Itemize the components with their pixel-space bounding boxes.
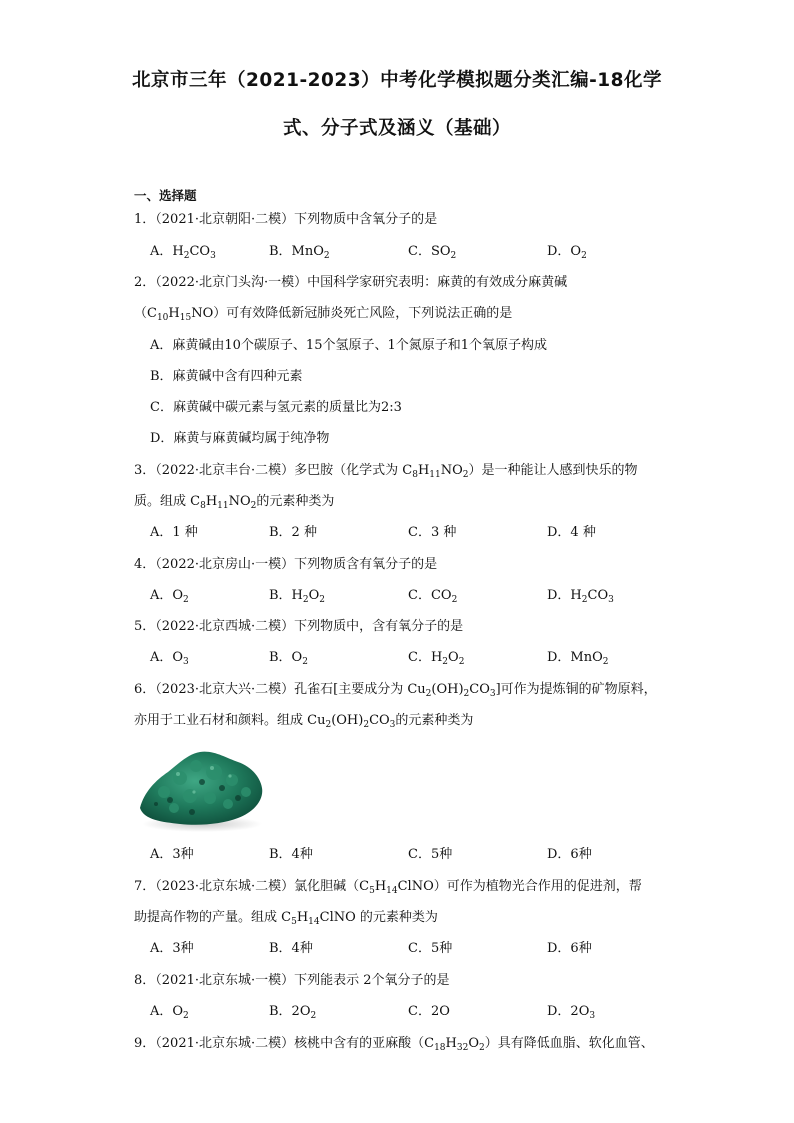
option-d[interactable]: D．MnO$_2$	[547, 650, 609, 667]
question-5-options	[150, 648, 710, 668]
question-2-option-a[interactable]: A．麻黄碱由10个碳原子、15个氢原子、1个氮原子和1个氧原子构成	[150, 338, 548, 353]
option-a[interactable]: A．$O_3$	[150, 650, 189, 667]
option-a[interactable]: A．$O_2$	[150, 1004, 189, 1021]
question-7-stem-line-1: 7．（2023·北京东城·二模）氯化胆碱$(C_5H_{14}ClNO)$可作为植物光合作用的促进剂，帮	[134, 879, 642, 896]
option-d[interactable]: D．$H_2CO_3$	[547, 588, 614, 605]
option-a[interactable]: A．3种	[150, 847, 194, 862]
option-a[interactable]: A．1 种	[150, 525, 198, 540]
page-title-line-1: 北京市三年（2021-2023）中考化学模拟题分类汇编-18化学	[131, 70, 663, 91]
question-4-stem: 4．（2022·北京房山·一模）下列物质含有氧分子的是	[134, 557, 438, 572]
option-d[interactable]: D．$2O_3$	[547, 1004, 596, 1021]
option-d[interactable]: D．6种	[547, 847, 592, 862]
question-7-options	[150, 939, 710, 959]
question-6-stem-line-1: 6．（2023·北京大兴·二模）孔雀石[主要成分为 $Cu_2(OH)_2CO_3$]可作为提炼铜的矿物原料，	[134, 682, 657, 699]
question-2-stem-line-1: 2．（2022·北京门头沟·一模）中国科学家研究表明：麻黄的有效成分麻黄碱	[134, 275, 568, 290]
option-c[interactable]: C．$H_2O_2$	[408, 650, 465, 667]
question-2-option-b[interactable]: B．麻黄碱中含有四种元素	[150, 369, 303, 384]
question-1-stem: 1．（2021·北京朝阳·二模）下列物质中含氧分子的是	[134, 212, 438, 227]
option-a[interactable]: A．$O_2$	[150, 588, 189, 605]
option-b[interactable]: B．$O_2$	[269, 650, 308, 667]
question-6-options	[150, 845, 710, 865]
question-3-stem-line-1: 3．（2022·北京丰台·二模）多巴胺（化学式为 $C_8H_{11}NO_2$）是一种能让人感到快乐的物	[134, 463, 638, 480]
question-8-stem: 8．（2021·北京东城·一模）下列能表示 2个氧分子的是	[134, 973, 450, 988]
malachite-image	[134, 742, 266, 834]
option-d[interactable]: D．4 种	[547, 525, 596, 540]
option-b[interactable]: B．MnO$_2$	[269, 244, 330, 261]
section-heading: 一、选择题	[134, 188, 197, 203]
option-d[interactable]: D．$O_2$	[547, 244, 587, 261]
option-c[interactable]: C．$CO_2$	[408, 588, 458, 605]
option-c[interactable]: C．2O	[408, 1004, 450, 1019]
question-5-stem: 5．（2022·北京西城·二模）下列物质中，含有氧分子的是	[134, 619, 464, 634]
question-1-options	[150, 242, 710, 262]
option-b[interactable]: B．$2O_2$	[269, 1004, 317, 1021]
question-6-stem-line-2: 亦用于工业石材和颜料。组成 $Cu_2(OH)_2CO_3$的元素种类为	[134, 713, 474, 730]
question-3-options	[150, 523, 710, 543]
option-a[interactable]: A．3种	[150, 941, 194, 956]
question-2-option-d[interactable]: D．麻黄与麻黄碱均属于纯净物	[150, 431, 330, 446]
option-b[interactable]: B．2 种	[269, 525, 317, 540]
question-4-options	[150, 586, 710, 606]
question-9-stem: 9．（2021·北京东城·二模）核桃中含有的亚麻酸$(C_{18}H_{32}O_2)$具有降低血脂、软化血管、	[134, 1036, 654, 1053]
question-2-option-c[interactable]: C．麻黄碱中碳元素与氢元素的质量比为2:3	[150, 400, 402, 415]
option-b[interactable]: B．4种	[269, 941, 313, 956]
option-c[interactable]: C．5种	[408, 847, 453, 862]
option-b[interactable]: B．4种	[269, 847, 313, 862]
option-c[interactable]: C．5种	[408, 941, 453, 956]
option-a[interactable]: A．$H_2CO_3$	[150, 244, 216, 261]
option-b[interactable]: B．$H_2O_2$	[269, 588, 326, 605]
question-2-stem-line-2: $(C_{10}H_{15}NO)$可有效降低新冠肺炎死亡风险，下列说法正确的是	[134, 306, 513, 323]
question-3-stem-line-2: 质。组成 $C_8H_{11}NO_2$的元素种类为	[134, 494, 335, 511]
page-title-line-2: 式、分子式及涵义（基础）	[282, 118, 511, 139]
question-8-options	[150, 1002, 710, 1022]
option-c[interactable]: C．$SO_2$	[408, 244, 457, 261]
question-7-stem-line-2: 助提高作物的产量。组成 $C_5H_{14}ClNO$ 的元素种类为	[134, 910, 438, 927]
option-d[interactable]: D．6种	[547, 941, 592, 956]
option-c[interactable]: C．3 种	[408, 525, 457, 540]
